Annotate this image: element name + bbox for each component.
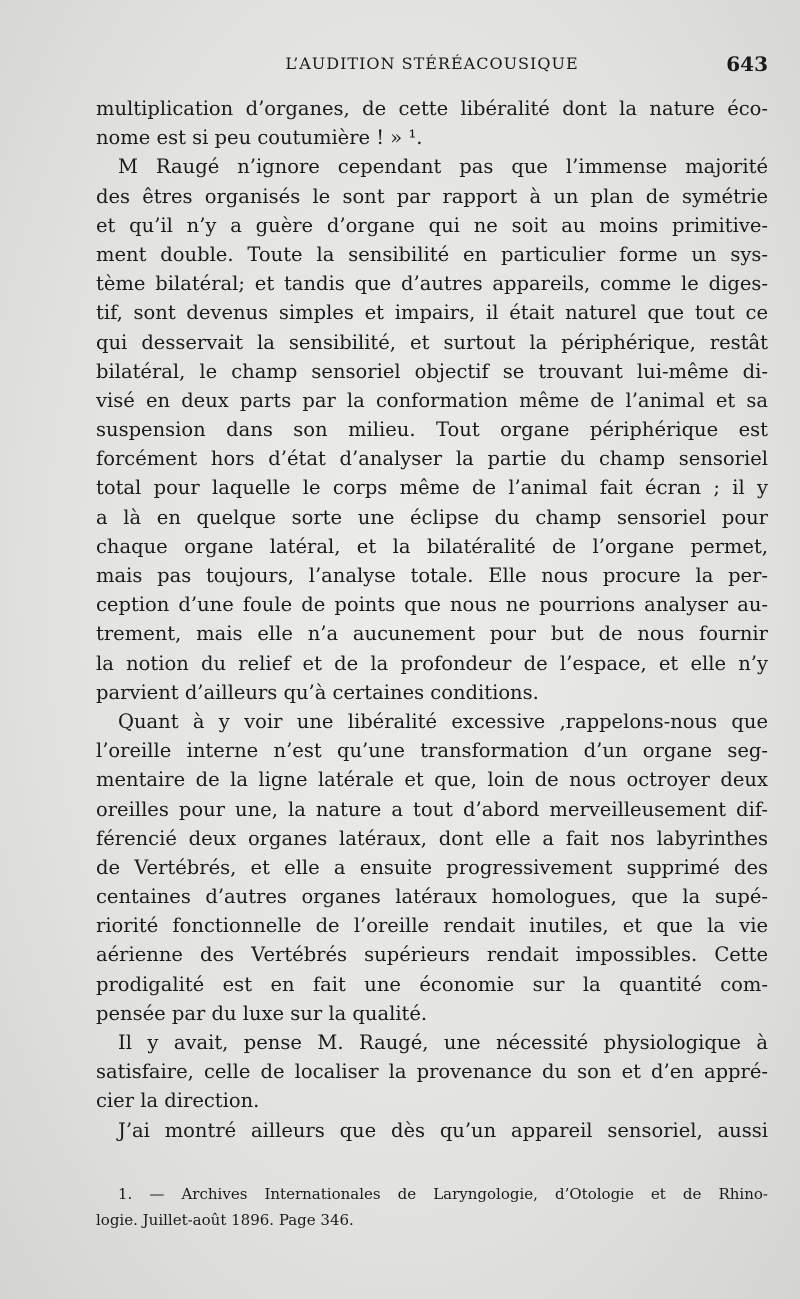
- text-line: Il y avait, pense M. Raugé, une nécessité physiologique à: [118, 1031, 768, 1054]
- text-line: cier la direction.: [96, 1089, 260, 1113]
- text-line: pensée par du luxe sur la qualité.: [96, 1001, 428, 1025]
- text-line: M Raugé n’ignore cependant pas que l’immense majorité: [118, 155, 768, 179]
- footnote-line: 1. — Archives Internationales de Laryngologie, d’Otologie et de Rhino-: [118, 1185, 768, 1203]
- text-line: l’oreille interne n’est qu’une transformation d’un organe seg-: [96, 739, 768, 763]
- text-line: aérienne des Vertébrés supérieurs rendait impossibles. Cette: [96, 943, 768, 967]
- footnote: [96, 1181, 768, 1233]
- text-line: férencié deux organes latéraux, dont elle a fait nos labyrinthes: [96, 826, 768, 850]
- text-line: riorité fonctionnelle de l’oreille rendait inutiles, et que la vie: [96, 914, 768, 938]
- text-line: prodigalité est en fait une économie sur la quantité com-: [96, 972, 768, 996]
- text-line: et qu’il n’y a guère d’organe qui ne soit au moins primitive-: [96, 213, 768, 237]
- text-line: J’ai montré ailleurs que dès qu’un appareil sensoriel, aussi: [118, 1118, 768, 1142]
- text-line: tème bilatéral; et tandis que d’autres appareils, comme le diges-: [96, 272, 768, 296]
- text-line: visé en deux parts par la conformation même de l’animal et sa: [96, 388, 768, 412]
- text-line: multiplication d’organes, de cette libéralité dont la nature éco-: [96, 97, 768, 120]
- text-line: ception d’une foule de points que nous ne pourrions analyser au-: [96, 593, 768, 617]
- text-line: nome est si peu coutumière ! » ¹.: [96, 126, 423, 150]
- text-line: satisfaire, celle de localiser la provenance du son et d’en appré-: [96, 1060, 768, 1084]
- text-line: oreilles pour une, la nature a tout d’abord merveilleusement dif-: [96, 797, 768, 821]
- text-line: suspension dans son milieu. Tout organe périphérique est: [96, 418, 768, 442]
- text-line: Quant à y voir une libéralité excessive ,rappelons-nous que: [118, 709, 768, 733]
- running-header: [96, 50, 768, 78]
- text-line: de Vertébrés, et elle a ensuite progressivement supprimé des: [96, 855, 768, 879]
- body-text: [96, 94, 768, 1145]
- text-line: la notion du relief et de la profondeur de l’espace, et elle n’y: [96, 651, 768, 675]
- text-line: total pour laquelle le corps même de l’animal fait écran ; il y: [96, 476, 768, 500]
- running-title: L’AUDITION STÉRÉACOUSIQUE: [285, 54, 579, 73]
- text-line: a là en quelque sorte une éclipse du champ sensoriel pour: [96, 505, 768, 529]
- text-line: parvient d’ailleurs qu’à certaines conditions.: [96, 680, 539, 704]
- text-line: qui desservait la sensibilité, et surtout la périphérique, restât: [96, 330, 768, 354]
- text-line: chaque organe latéral, et la bilatéralité de l’organe permet,: [96, 534, 768, 558]
- text-line: tif, sont devenus simples et impairs, il était naturel que tout ce: [96, 301, 768, 325]
- text-line: forcément hors d’état d’analyser la partie du champ sensoriel: [96, 447, 768, 471]
- text-line: mentaire de la ligne latérale et que, loin de nous octroyer deux: [96, 768, 768, 792]
- page-number: 643: [726, 52, 768, 76]
- text-line: ment double. Toute la sensibilité en particulier forme un sys-: [96, 242, 768, 266]
- text-line: des êtres organisés le sont par rapport à un plan de symétrie: [96, 184, 768, 208]
- text-line: mais pas toujours, l’analyse totale. Elle nous procure la per-: [96, 564, 768, 587]
- text-line: centaines d’autres organes latéraux homologues, que la supé-: [96, 885, 768, 909]
- text-line: bilatéral, le champ sensoriel objectif se trouvant lui-même di-: [96, 359, 768, 383]
- text-line: trement, mais elle n’a aucunement pour but de nous fournir: [96, 622, 768, 646]
- footnote-line: logie. Juillet-août 1896. Page 346.: [96, 1211, 354, 1229]
